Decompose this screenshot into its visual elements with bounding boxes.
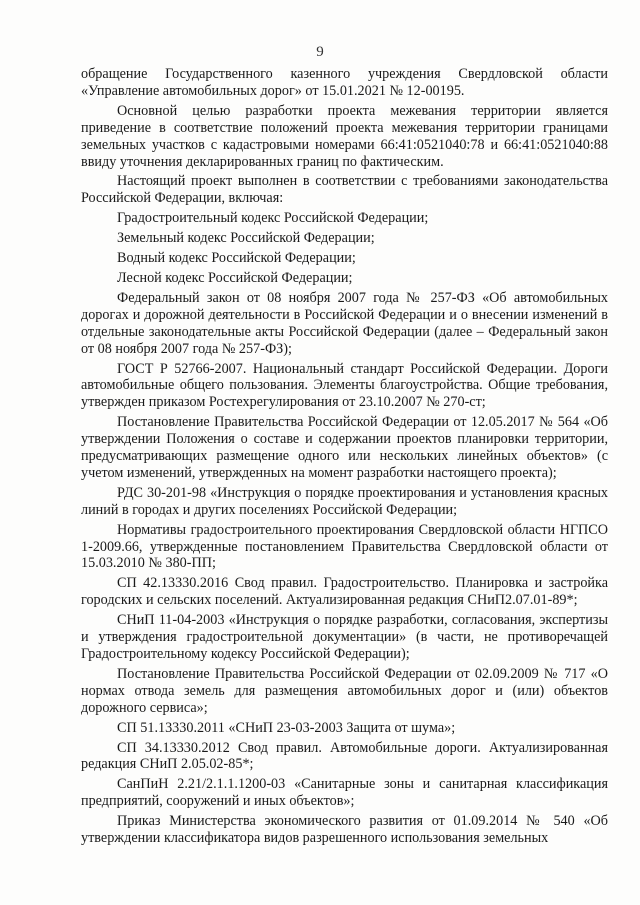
paragraph-compliance: Настоящий проект выполнен в соответствии с требованиями законодательства Российской Федерации, включая: (81, 173, 608, 207)
list-item: СП 42.13330.2016 Свод правил. Градостроительство. Планировка и застройка городских и сельских поселений. Актуализированная редакция СНиП2.07.01-89*; (81, 575, 608, 609)
list-item: Приказ Министерства экономического развития от 01.09.2014 № 540 «Об утверждении классификатора видов разрешенного использования земельных (81, 813, 608, 847)
page-number: 9 (316, 44, 324, 60)
list-item: ГОСТ Р 52766-2007. Национальный стандарт Российской Федерации. Дороги автомобильные общего пользования. Элементы благоустройства. Общие требования, утвержден приказом Ростехрегулирования от 23.10.2007 № 270-ст; (81, 360, 608, 411)
list-item: Лесной кодекс Российской Федерации; (117, 269, 353, 286)
list-item: СП 51.13330.2011 «СНиП 23-03-2003 Защита от шума»; (117, 719, 456, 736)
list-item: РДС 30-201-98 «Инструкция о порядке проектирования и установления красных линий в городах и других поселениях Российской Федерации; (81, 484, 608, 518)
list-item: Земельный кодекс Российской Федерации; (117, 230, 375, 247)
list-item: СНиП 11-04-2003 «Инструкция о порядке разработки, согласования, экспертизы и утверждения градостроительной документации» (в части, не противоречащей Градостроительному кодексу Российской Федерации); (81, 612, 608, 662)
page-body (81, 66, 608, 850)
list-item: СП 34.13330.2012 Свод правил. Автомобильные дороги. Актуализированная редакция СНиП 2.05.02-85*; (81, 739, 608, 773)
list-item: Постановление Правительства Российской Федерации от 02.09.2009 № 717 «О нормах отвода земель для размещения автомобильных дорог и (или) объектов дорожного сервиса»; (81, 665, 608, 716)
paragraph-appeal: обращение Государственного казенного учреждения Свердловской области «Управление автомобильных дорог» от 15.01.2021 № 12-00195. (81, 66, 608, 99)
list-item: Федеральный закон от 08 ноября 2007 года № 257-ФЗ «Об автомобильных дорогах и дорожной деятельности в Российской Федерации и о внесении изменений в отдельные законодательные акты Российской Федерации (далее – Федеральный закон от 08 ноября 2007 года № 257-ФЗ); (81, 289, 608, 357)
list-item: Нормативы градостроительного проектирования Свердловской области НГПСО 1-2009.66, утвержденные постановлением Правительства Свердловской области от 15.03.2010 № 380-ПП; (81, 521, 608, 572)
list-item: Водный кодекс Российской Федерации; (117, 250, 356, 267)
list-item: Градостроительный кодекс Российской Федерации; (117, 210, 429, 227)
list-item: Постановление Правительства Российской Федерации от 12.05.2017 № 564 «Об утверждении Положения о составе и содержании проектов планировки территории, предусматривающих размещение одного или нескольких линейных объектов» (с учетом изменений, утвержденных на момент разработки настоящего проекта); (81, 414, 608, 481)
list-item: СанПиН 2.21/2.1.1.1200-03 «Санитарные зоны и санитарная классификация предприятий, сооружений и иных объектов»; (81, 776, 608, 810)
paragraph-goal: Основной целью разработки проекта межевания территории является приведение в соответствие положений проекта межевания территории границами земельных участков с кадастровыми номерами 66:41:0521040:78 и 66:41:0521040:88 ввиду уточнения декларированных границ по фактическим. (81, 102, 608, 170)
